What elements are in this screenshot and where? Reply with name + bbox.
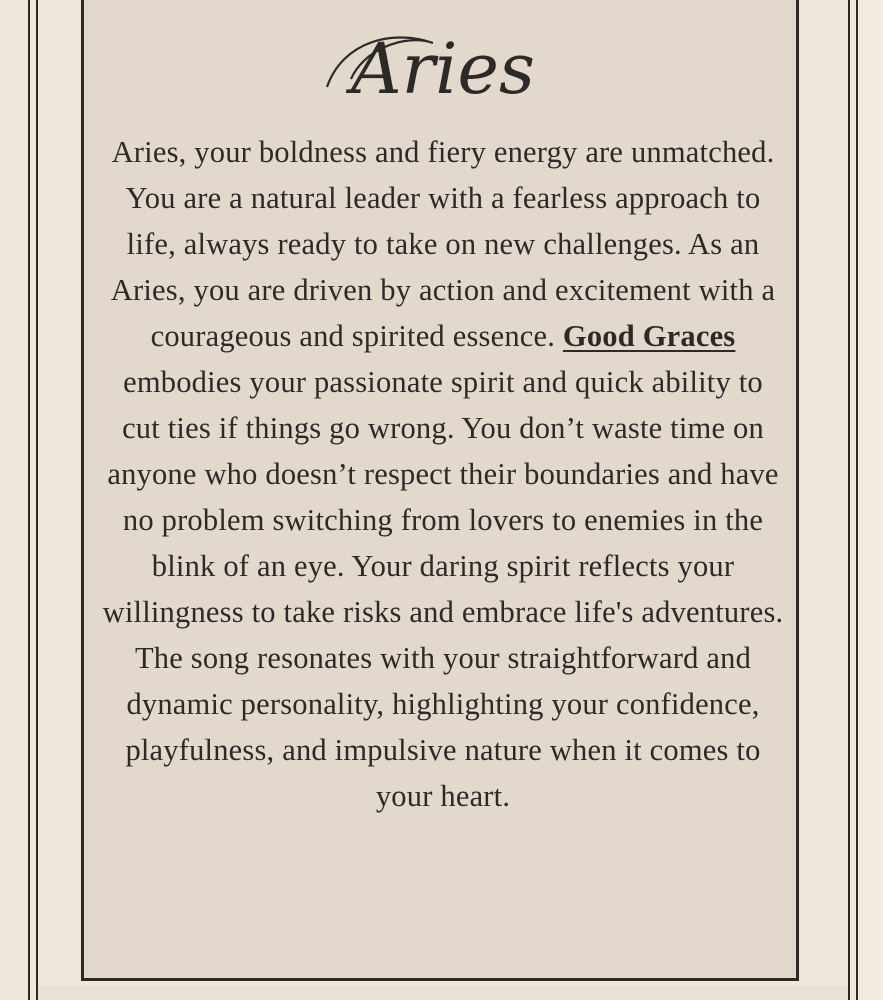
- bottom-strip: [38, 986, 848, 1000]
- card-description: [102, 129, 784, 819]
- card-title: [84, 21, 802, 117]
- page-right-margin: [849, 0, 883, 1000]
- title-script: [313, 21, 573, 117]
- description-text-after: embodies your passionate spirit and quick ability to cut ties if things go wrong. You don’t waste time on anyone who doesn’t respect their boundaries and have no problem switching from lovers to enemies in the blink of an eye. Your daring spirit reflects your willingness to take risks and embrace life's adventures. The song resonates with your straightforward and dynamic personality, highlighting your confidence, playfulness, and impulsive nature when it comes to your heart.: [102, 365, 784, 813]
- zodiac-card: [81, 0, 799, 981]
- frame-line-left-outer: [28, 0, 30, 1000]
- frame-line-right-outer: [856, 0, 858, 1000]
- description-text-before: Aries, your boldness and fiery energy are unmatched. You are a natural leader with a fearless approach to life, always ready to take on new challenges. As an Aries, you are driven by action and excitement with a courageous and spirited essence.: [110, 135, 776, 353]
- song-link-good-graces[interactable]: Good Graces: [562, 319, 736, 353]
- frame-line-right-inner: [848, 0, 850, 1000]
- card-title-text: Aries: [351, 28, 535, 110]
- frame-line-left-inner: [36, 0, 38, 1000]
